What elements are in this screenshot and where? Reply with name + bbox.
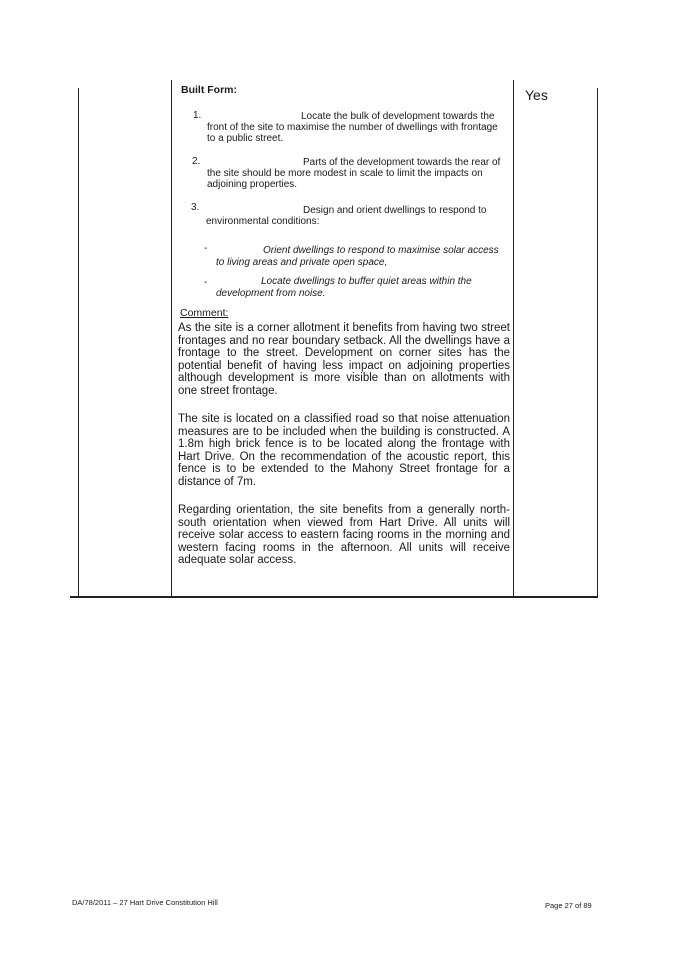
bullet-dash: - bbox=[204, 243, 208, 254]
item-text-line: front of the site to maximise the number of dwellings with frontage bbox=[207, 122, 498, 133]
item-text-line: environmental conditions: bbox=[206, 216, 320, 227]
item-text-line: to a public street. bbox=[207, 133, 284, 144]
item-text-line: Design and orient dwellings to respond to bbox=[303, 205, 487, 216]
comment-label: Comment: bbox=[180, 307, 229, 319]
comment-paragraph: As the site is a corner allotment it benefits from having two street frontages and no rear boundary setback. All the dwellings have a frontage to the street. Development on corner sites has the potential benefit of having less impact on adjoining properties although development is more visible than on allotments with one street frontage. bbox=[178, 322, 510, 397]
item-text-line: the site should be more modest in scale to limit the impacts on bbox=[207, 168, 483, 179]
section-heading: Built Form: bbox=[181, 84, 237, 96]
bullet-text-line: to living areas and private open space, bbox=[216, 257, 388, 268]
item-text-line: Parts of the development towards the rear of bbox=[303, 157, 501, 168]
item-text-line: adjoining properties. bbox=[207, 179, 298, 190]
table-border-bottom bbox=[70, 596, 598, 598]
item-number: 2. bbox=[192, 156, 201, 167]
bullet-text-line: Orient dwellings to respond to maximise solar access bbox=[263, 245, 499, 256]
compliance-value: Yes bbox=[525, 87, 548, 103]
item-text-line: Locate the bulk of development towards the bbox=[301, 111, 495, 122]
item-number: 3. bbox=[191, 202, 200, 213]
item-number: 1. bbox=[193, 110, 202, 121]
comment-paragraph: The site is located on a classified road so that noise attenuation measures are to be included when the building is constructed. A 1.8m high brick fence is to be located along the frontage with Hart Drive. On the recommendation of the acoustic report, this fence is to be extended to the Mahony Street frontage for a distance of 7m. bbox=[178, 413, 510, 488]
table-border-left bbox=[78, 88, 79, 598]
footer-reference: DA/78/2011 – 27 Hart Drive Constitution Hill bbox=[72, 898, 218, 907]
table-border-col2 bbox=[513, 80, 514, 598]
page-number: Page 27 of 89 bbox=[545, 901, 592, 910]
bullet-dash: - bbox=[204, 277, 208, 288]
table-border-col1 bbox=[171, 80, 172, 598]
bullet-text-line: development from noise. bbox=[216, 288, 326, 299]
bullet-text-line: Locate dwellings to buffer quiet areas within the bbox=[261, 276, 472, 287]
table-border-right bbox=[597, 88, 598, 598]
comment-paragraph: Regarding orientation, the site benefits from a generally north-south orientation when viewed from Hart Drive. All units will receive solar access to eastern facing rooms in the morning and western facing rooms in the afternoon. All units will receive adequate solar access. bbox=[178, 504, 510, 566]
